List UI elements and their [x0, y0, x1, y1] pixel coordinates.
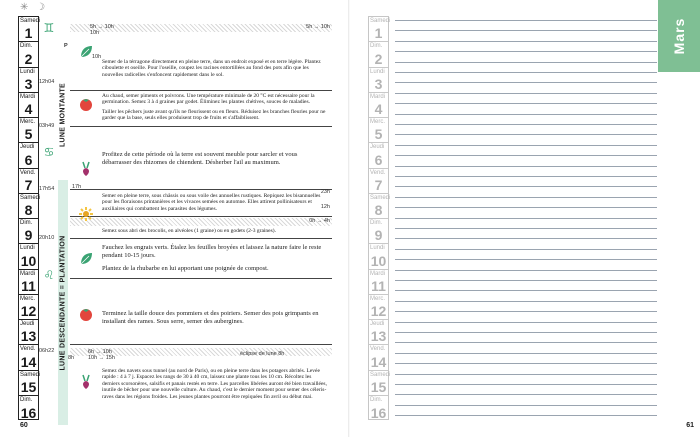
note-line [395, 394, 657, 395]
note-line [395, 114, 657, 115]
day-name: Samedi [370, 194, 391, 201]
note-line [395, 270, 657, 271]
day-cell [369, 295, 388, 320]
hatched-bar [70, 218, 332, 226]
day-number: 9 [24, 227, 33, 244]
day-name: Jeudi [370, 321, 385, 327]
note-line [395, 72, 657, 73]
day-name: Lundi [370, 245, 385, 252]
day-number: 5 [374, 126, 383, 143]
rule [70, 238, 332, 239]
day-cell [369, 320, 388, 345]
lunar-band-label: LUNE MONTANTE [59, 82, 67, 148]
note-line [395, 342, 657, 343]
day-cell [369, 42, 388, 67]
tomato-icon [78, 306, 94, 322]
tomato-icon [78, 96, 94, 112]
day-number: 12 [370, 303, 387, 319]
zodiac-sign-icon: ♊ [43, 21, 55, 35]
lunar-band-rising [58, 50, 68, 180]
day-name: Mardi [370, 93, 386, 100]
note-line [395, 290, 657, 291]
beet-icon [78, 161, 94, 177]
day-name: Vend. [370, 169, 386, 176]
day-number: 6 [24, 151, 33, 168]
note-line [395, 93, 657, 94]
note-paragraph: Semez des navets sous tunnel (au nord de Paris), ou en pleine terre dans les potagers abrités. Levée rapide : 4 à 7 j. Espacez les rangs de 30 à 40 cm, laissez une plante tous les 10 cm. Récoltez les derniers scorsonères, salsifis et panais restés en terre. Les parcelles libérées auront été bien travaillées, inutile de bêcher pour une nouvelle culture. Au chaud, c'est le dernier moment pour semer des céleris-raves dans les régions froides. Les jeunes plantes pourront être repiquées fin avril ou début mai. [102, 368, 327, 400]
note-line [395, 30, 657, 31]
note-paragraph: Semez sous abri des brocolis, en alvéoles (1 graine) ou en godets (2-3 graines). [102, 228, 276, 234]
time-range: 6h → 10h [88, 349, 112, 355]
time-range: 10h → 15h [88, 355, 115, 361]
rule [70, 344, 332, 345]
page-number-left: 60 [20, 422, 28, 429]
day-name: Merc. [20, 295, 35, 302]
month-label: Mars [671, 17, 687, 55]
day-name: Dim. [370, 43, 383, 50]
note-line [395, 384, 657, 385]
time-range: 5h → 10h [90, 24, 114, 30]
day-name: Samedi [20, 18, 41, 24]
note-line [395, 20, 657, 21]
day-cell [19, 68, 38, 93]
day-cell [19, 194, 41, 219]
day-number: 6 [374, 151, 383, 168]
note-paragraph: Tailler les pêchers juste avant qu'ils ne fleurissent ou en fleurs. Réduisez les branches fleuries pour ne garder que la base, seuls elles produisent trop de fruits et s'affaiblissent. [102, 109, 326, 122]
day-name: Vend. [20, 169, 36, 176]
day-number: 16 [370, 405, 387, 421]
page-number-right: 61 [686, 422, 694, 429]
day-name: Vend. [20, 346, 36, 353]
day-number: 15 [20, 378, 37, 395]
day-cell [369, 118, 388, 143]
time-range: 5h → 10h [306, 24, 330, 30]
zodiac-sign-icon: ♌ [43, 268, 55, 282]
note-paragraph: Profitez de cette période où la terre est souvent meuble pour sarcler et vous débarrasser des rhizomes de chiendent. Désherber l'ail au maximum. [102, 151, 298, 166]
day-cell [369, 270, 388, 295]
moon-time: 03h49 [39, 123, 55, 129]
sun-icon: ✳ [20, 2, 29, 13]
day-name: Merc. [20, 119, 35, 125]
note-paragraph: Terminez la taille douce des pommiers et des poiriers. Semer des pois grimpants en installant des rames. Sous serre, semer des aubergines. [102, 310, 319, 325]
day-cell [19, 320, 38, 345]
day-name: Lundi [20, 245, 35, 252]
beet-icon [78, 374, 94, 390]
moon-time: 20h10 [39, 235, 55, 241]
day-cell [19, 219, 38, 244]
note-paragraph: Au chaud, semer piments et poivrons. Une température minimale de 20 °C est nécessaire pour la germination. Semez 3 à 4 graines par godet. Éliminez les plantes chétives, souces de maladies. [102, 93, 315, 106]
day-cell [369, 143, 388, 168]
note-line [395, 51, 657, 52]
note-line [395, 176, 657, 177]
day-number: 1 [24, 25, 33, 42]
day-number: 10 [370, 252, 387, 269]
day-cell [19, 244, 38, 269]
day-name: Samedi [370, 371, 391, 378]
lunar-band-label: LUNE DESCENDANTE = PLANTATION [59, 234, 67, 371]
day-name: Dim. [20, 220, 33, 226]
day-name: Dim. [20, 396, 33, 403]
day-number: 12 [20, 303, 37, 319]
day-name: Jeudi [20, 144, 35, 151]
note-paragraph: Fauchez les engrais verts. Étalez les feuilles broyées et laissez la nature faire le reste pendant 10-15 jours. [102, 244, 322, 259]
time-range: 23h [320, 189, 330, 195]
day-number: 14 [370, 353, 387, 370]
day-name: Dim. [370, 396, 383, 403]
flower-icon [78, 206, 94, 222]
rule [70, 216, 332, 217]
day-number: 13 [370, 328, 387, 345]
day-number: 11 [371, 277, 386, 294]
rule [70, 278, 332, 279]
day-name: Mardi [20, 270, 36, 277]
day-cell [19, 371, 41, 396]
day-name: Samedi [370, 18, 391, 24]
note-line [395, 82, 657, 83]
note-line [395, 374, 657, 375]
note-line [395, 145, 657, 146]
rule [70, 126, 332, 127]
day-cell [19, 295, 38, 320]
day-cell [19, 270, 38, 295]
day-name: Merc. [370, 119, 385, 125]
day-name: Mardi [20, 93, 36, 100]
time-range: 10h [92, 54, 102, 60]
note-line [395, 218, 657, 219]
period-label: P [64, 43, 68, 49]
time-range: 8h [68, 355, 75, 361]
note-line [395, 353, 657, 354]
day-cell [369, 219, 388, 244]
month-tab [658, 0, 700, 72]
day-cell [19, 143, 38, 168]
day-column [18, 16, 39, 420]
note-line [395, 311, 657, 312]
day-cell [369, 17, 391, 42]
day-name: Dim. [20, 43, 33, 50]
day-name: Dim. [370, 220, 383, 226]
note-line [395, 62, 657, 63]
note-line [395, 259, 657, 260]
day-cell [369, 194, 391, 219]
day-number: 2 [24, 50, 33, 67]
lunar-band-descending [58, 180, 68, 425]
note-paragraph: Semer en pleine terre, sous châssis ou sous voile des annuelles rustiques. Repiquez les bisannuelles pour les floraisons printanières et les vivaces semées en automne. Elles attirent pollinisateurs et auxiliaires qui combattent les parasites des légumes. [102, 193, 321, 212]
time-range: 12h [320, 204, 330, 210]
note-line [395, 322, 657, 323]
note-line [395, 405, 657, 406]
day-cell [19, 169, 38, 194]
day-number: 2 [374, 50, 383, 67]
day-name: Jeudi [20, 321, 35, 327]
day-name: Mardi [370, 270, 386, 277]
day-name: Jeudi [370, 144, 385, 151]
eclipse-note: éclipse de lune 8h [240, 351, 285, 357]
rule [70, 90, 332, 91]
day-name: Lundi [20, 68, 35, 75]
day-cell [19, 118, 38, 143]
day-number: 8 [24, 202, 33, 218]
day-cell [369, 371, 391, 396]
note-line [395, 249, 657, 250]
day-number: 15 [370, 378, 387, 395]
day-cell [369, 244, 388, 269]
planting-notes [64, 16, 332, 420]
moon-icon: ☽ [36, 2, 45, 13]
day-number: 3 [374, 75, 383, 92]
day-number: 14 [20, 353, 37, 370]
day-number: 8 [374, 202, 383, 218]
note-line [395, 197, 657, 198]
day-column-notes [368, 16, 389, 420]
day-number: 10 [20, 252, 37, 269]
note-line [395, 155, 657, 156]
day-number: 4 [24, 101, 33, 117]
day-cell [369, 396, 388, 421]
day-name: Samedi [20, 194, 41, 201]
leaf-icon [78, 44, 94, 60]
day-number: 5 [24, 126, 33, 143]
note-line [395, 207, 657, 208]
day-cell [369, 345, 388, 370]
day-number: 7 [24, 176, 33, 193]
day-cell [369, 93, 388, 118]
day-number: 16 [20, 405, 37, 421]
day-number: 7 [374, 176, 383, 193]
day-name: Vend. [370, 346, 386, 353]
day-cell [19, 345, 38, 370]
day-cell [19, 17, 41, 42]
day-number: 13 [20, 328, 37, 345]
note-paragraph: Plantez de la rhubarbe en lui apportant une poignée de compost. [102, 265, 269, 272]
note-line [395, 103, 657, 104]
rule [70, 189, 332, 190]
day-name: Lundi [370, 68, 385, 75]
note-line [395, 166, 657, 167]
note-line [395, 134, 657, 135]
note-line [395, 186, 657, 187]
note-line [395, 415, 657, 416]
moon-time: 12h04 [39, 79, 55, 85]
day-number: 9 [374, 227, 383, 244]
day-name: Samedi [20, 371, 41, 378]
day-number: 3 [24, 75, 33, 92]
zodiac-column [39, 16, 59, 420]
day-name: Merc. [370, 295, 385, 302]
time-range: 17h [72, 184, 82, 190]
note-line [395, 280, 657, 281]
day-number: 1 [374, 25, 383, 42]
note-line [395, 363, 657, 364]
note-line [395, 301, 657, 302]
zodiac-sign-icon: ♋ [43, 145, 55, 159]
note-paragraph: Semer de la térragone directement en pleine terre, dans un endroit exposé et en terre légère. Plantez ciboulette et oseille. Pour l'oseille, coupez les racines entortillées au fond des pots afin que les nouvelles radicelles s'enfoncent rapidement dans le sol. [102, 59, 321, 78]
day-cell [19, 396, 38, 421]
day-cell [19, 42, 38, 67]
note-line [395, 238, 657, 239]
note-line [395, 332, 657, 333]
note-line [395, 124, 657, 125]
day-cell [369, 169, 388, 194]
note-line [395, 228, 657, 229]
day-cell [19, 93, 38, 118]
day-cell [369, 68, 388, 93]
time-range: 0h → 4h [309, 218, 330, 224]
day-number: 11 [21, 277, 36, 294]
leaf-icon [78, 251, 94, 267]
time-range: 10h [90, 30, 100, 36]
day-number: 4 [374, 101, 383, 117]
moon-time: 06h22 [39, 348, 55, 354]
note-line [395, 41, 657, 42]
moon-time: 17h54 [39, 186, 55, 192]
